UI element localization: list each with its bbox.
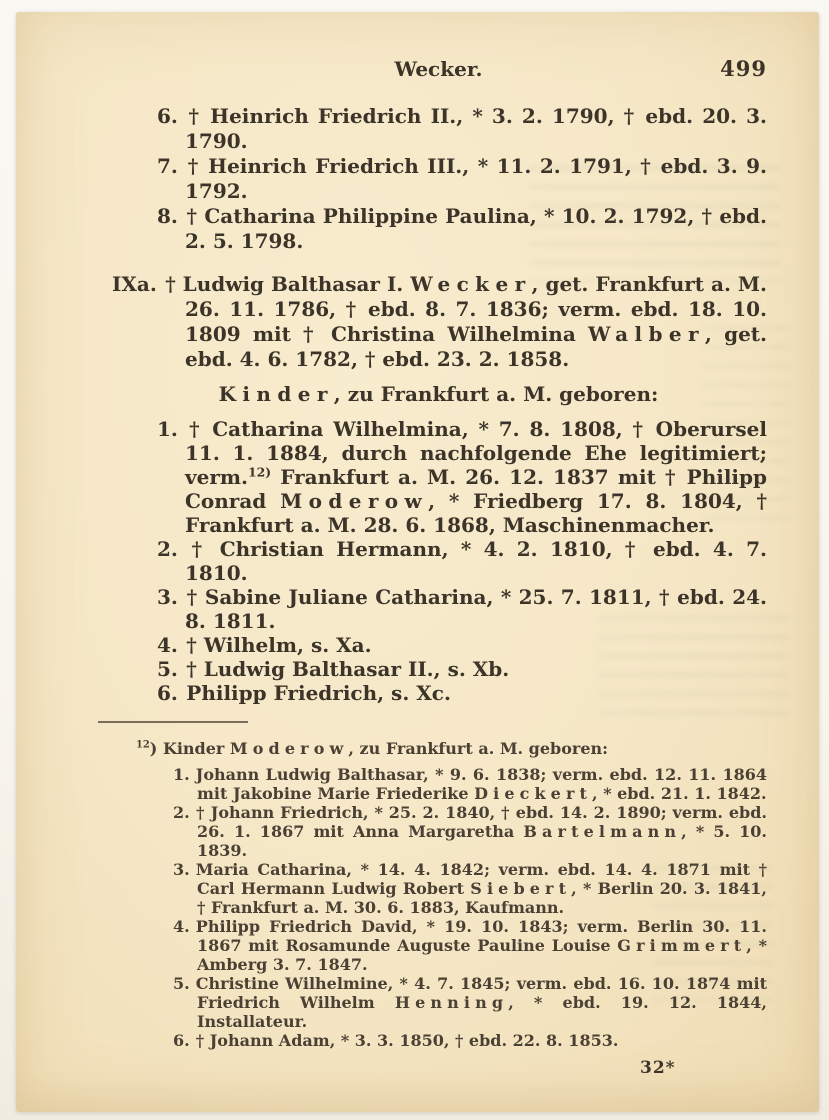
genealogy-item	[110, 104, 767, 154]
running-header	[110, 56, 767, 82]
children-heading: Kinder, zu Frankfurt a. M. geboren:	[218, 382, 659, 406]
upper-children-list	[110, 104, 767, 254]
footnote-item	[110, 765, 767, 803]
genealogy-item	[110, 537, 767, 585]
item-number: 3.	[173, 860, 190, 879]
generation-entry-ixa	[110, 272, 767, 372]
main-text	[110, 104, 767, 1081]
item-number: 5.	[173, 974, 190, 993]
item-text: † Heinrich Friedrich II., * 3. 2. 1790, † ebd. 20. 3. 1790.	[185, 104, 767, 153]
item-text: † Wilhelm, s. Xa.	[186, 633, 372, 657]
footnote-divider	[98, 721, 248, 723]
item-text: Christine Wilhelmine, * 4. 7. 1845; verm. ebd. 16. 10. 1874 mit Friedrich Wilhelm Henning, * ebd. 19. 12. 1844, Installateur.	[195, 974, 768, 1031]
genealogy-item	[110, 204, 767, 254]
genealogy-item	[110, 681, 767, 705]
children-list	[110, 417, 767, 705]
genealogy-item	[110, 633, 767, 657]
entry-text: † Ludwig Balthasar I. Wecker, get. Frankfurt a. M. 26. 11. 1786, † ebd. 8. 7. 1836; verm. ebd. 18. 10. 1809 mit † Christina Wilhelmina Walber, get. ebd. 4. 6. 1782, † ebd. 23. 2. 1858.	[165, 272, 767, 371]
item-text: Philipp Friedrich, s. Xc.	[186, 681, 451, 705]
item-number: 4.	[173, 917, 190, 936]
item-number: 6.	[157, 681, 178, 705]
entry-label: IXa.	[112, 272, 157, 296]
footnote-item	[110, 1031, 767, 1050]
item-number: 1.	[157, 417, 178, 441]
item-number: 5.	[157, 657, 178, 681]
item-number: 6.	[157, 104, 178, 128]
footnote-list	[110, 765, 767, 1050]
item-text: Maria Catharina, * 14. 4. 1842; verm. ebd. 14. 4. 1871 mit † Carl Hermann Ludwig Robert Siebert, * Berlin 20. 3. 1841, † Frankfurt a. M. 30. 6. 1883, Kaufmann.	[195, 860, 767, 917]
genealogy-item	[110, 585, 767, 633]
genealogy-item	[110, 657, 767, 681]
item-text: † Johann Adam, * 3. 3. 1850, † ebd. 22. 8. 1853.	[195, 1031, 619, 1050]
signature-mark: 32*	[640, 1058, 676, 1078]
item-number: 2.	[157, 537, 178, 561]
footnote-item	[110, 917, 767, 974]
genealogy-item	[110, 417, 767, 537]
item-text: † Christian Hermann, * 4. 2. 1810, † ebd. 4. 7. 1810.	[185, 537, 767, 585]
item-number: 6.	[173, 1031, 190, 1050]
item-number: 3.	[157, 585, 178, 609]
item-number: 4.	[157, 633, 178, 657]
item-text: Philipp Friedrich David, * 19. 10. 1843; verm. Berlin 30. 11. 1867 mit Rosamunde Auguste Pauline Louise Grimmert, * Amberg 3. 7. 1847.	[195, 917, 768, 974]
item-text: † Catharina Wilhelmina, * 7. 8. 1808, † Oberursel 11. 1. 1884, durch nachfolgende Ehe legitimiert; verm.$^{12)}$ Frankfurt a. M. 26. 12. 1837 mit † Philipp Conrad Moderow, * Friedberg 17. 8. 1804, † Frankfurt a. M. 28. 6. 1868, Maschinenmacher.	[185, 417, 767, 537]
book-page	[16, 12, 819, 1112]
page-number: 499	[720, 56, 767, 81]
running-title: Wecker.	[394, 57, 483, 81]
item-text: † Catharina Philippine Paulina, * 10. 2. 1792, † ebd. 2. 5. 1798.	[185, 204, 767, 253]
item-number: 1.	[173, 765, 190, 784]
item-text: † Johann Friedrich, * 25. 2. 1840, † ebd. 14. 2. 1890; verm. ebd. 26. 1. 1867 mit Anna Margaretha Bartelmann, * 5. 10. 1839.	[195, 803, 768, 860]
item-number: 8.	[157, 204, 178, 228]
item-text: † Ludwig Balthasar II., s. Xb.	[186, 657, 510, 681]
footnote-item	[110, 860, 767, 917]
item-text: † Heinrich Friedrich III., * 11. 2. 1791, † ebd. 3. 9. 1792.	[185, 154, 767, 203]
footnote-item	[110, 803, 767, 860]
page-content	[16, 12, 819, 1112]
footnote-heading: $^{12}$) Kinder Moderow, zu Frankfurt a. M. geboren:	[136, 739, 609, 758]
item-text: † Sabine Juliane Catharina, * 25. 7. 1811, † ebd. 24. 8. 1811.	[185, 585, 767, 633]
footnote-item	[110, 974, 767, 1031]
genealogy-item	[110, 154, 767, 204]
item-text: Johann Ludwig Balthasar, * 9. 6. 1838; verm. ebd. 12. 11. 1864 mit Jakobine Marie Friederike Dieckert, * ebd. 21. 1. 1842.	[195, 765, 767, 803]
footnote-block	[110, 739, 767, 1050]
item-number: 2.	[173, 803, 190, 822]
item-number: 7.	[157, 154, 178, 178]
